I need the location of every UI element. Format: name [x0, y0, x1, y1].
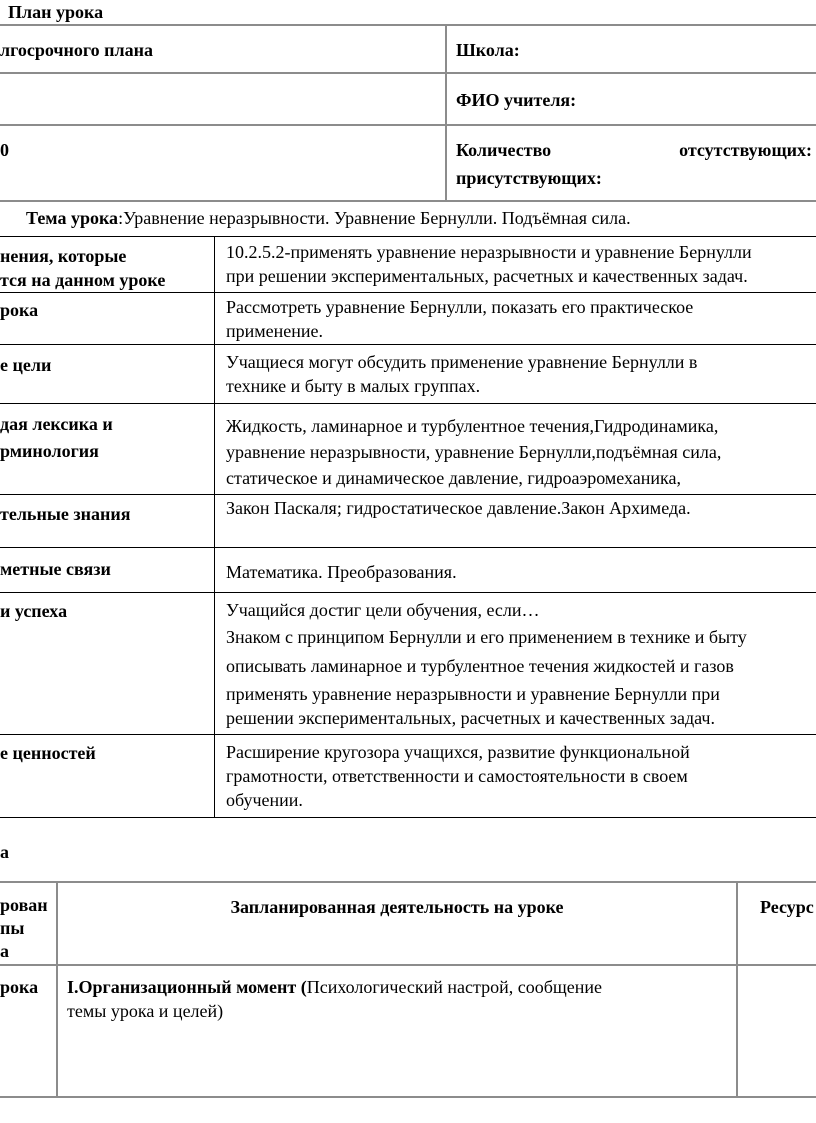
school-label: Школа:	[456, 40, 520, 60]
main-table-divider-7	[0, 734, 816, 735]
lesson-topic	[26, 206, 631, 230]
header-table-column-divider	[445, 24, 447, 202]
prior-knowledge-label: тельные знания	[0, 504, 131, 524]
learning-objectives-label: нения, которые тся на данном уроке	[0, 246, 166, 290]
absent-count-label	[456, 138, 812, 162]
present-count-label: присутствующих:	[456, 168, 602, 188]
long-term-plan-label: лгосрочного плана	[0, 40, 153, 60]
bottom-table-column-divider-2	[736, 881, 738, 1098]
main-table-divider-2	[0, 344, 816, 345]
lesson-topic-text: :Уравнение неразрывности. Уравнение Бернулли. Подъёмная сила.	[118, 208, 631, 228]
lesson-progress-heading: а	[0, 842, 9, 862]
assessment-criteria-label: е цели	[0, 355, 52, 375]
values-label: е ценностей	[0, 743, 96, 763]
teacher-name-label: ФИО учителя:	[456, 90, 577, 110]
cross-curricular-text: Математика. Преобразования.	[226, 562, 457, 582]
lesson-start-label: рока	[0, 977, 39, 997]
planned-activity-header: Запланированная деятельность на уроке	[230, 897, 564, 917]
main-table-divider-5	[0, 547, 816, 548]
main-table-bottom-border	[0, 817, 816, 818]
lesson-goal-label: рока	[0, 300, 39, 320]
main-table-top-border	[0, 236, 816, 237]
main-table-column-divider	[214, 236, 215, 818]
values-text: Расширение кругозора учащихся, развитие функциональной грамотности, ответственности и самостоятельности в своем обучении.	[226, 742, 690, 810]
lesson-stages-header: рован пы а	[0, 895, 48, 961]
lesson-topic-label: Тема урока	[26, 208, 119, 228]
main-table-divider-4	[0, 494, 816, 495]
header-table-divider-2	[0, 124, 816, 126]
main-table-divider-6	[0, 592, 816, 593]
lesson-goal-text: Рассмотреть уравнение Бернулли, показать его практическое применение.	[226, 297, 694, 341]
vocabulary-label: дая лексика и рминология	[0, 414, 113, 461]
absent-count-word-1: Количество	[456, 140, 552, 160]
bottom-table-top-border	[0, 881, 816, 883]
success-criteria-text: Учащийся достиг цели обучения, если… Знаком с принципом Бернулли и его применением в технике и быту описывать ламинарное и турбулентное течения жидкостей и газов применять уравнение неразрывности и уравнение Бернулли при решении экспериментальных, расчетных и качественных задач.	[226, 600, 747, 728]
success-criteria-label: и успеха	[0, 601, 68, 621]
bottom-table-header-divider	[0, 964, 816, 966]
absent-count-word-2: отсутствующих:	[679, 140, 812, 160]
organizational-moment-text: I.Организационный момент (Психологический настрой, сообщение темы урока и целей)	[67, 977, 602, 1021]
learning-objectives-text: 10.2.5.2-применять уравнение неразрывности и уравнение Бернулли при решении экспериментальных, расчетных и качественных задач.	[226, 242, 752, 286]
cross-curricular-label: метные связи	[0, 559, 111, 579]
main-table-divider-3	[0, 403, 816, 404]
page-title: План урока	[8, 2, 104, 22]
bottom-table-bottom-border	[0, 1096, 816, 1098]
header-table-bottom-border	[0, 200, 816, 202]
header-table-top-border	[0, 24, 816, 26]
prior-knowledge-text: Закон Паскаля; гидростатическое давление.Закон Архимеда.	[226, 498, 691, 518]
header-table-divider-1	[0, 72, 816, 74]
vocabulary-text: Жидкость, ламинарное и турбулентное течения,Гидродинамика, уравнение неразрывности, уравнение Бернулли,подъёмная сила, статическое и динамическое давление, гидроаэромеханика,	[226, 416, 722, 488]
resources-header: Ресурс	[760, 897, 814, 917]
main-table-divider-1	[0, 292, 816, 293]
header-row3-left: 0	[0, 140, 9, 160]
assessment-criteria-text: Учащиеся могут обсудить применение уравнение Бернулли в технике и быту в малых группах.	[226, 352, 698, 396]
